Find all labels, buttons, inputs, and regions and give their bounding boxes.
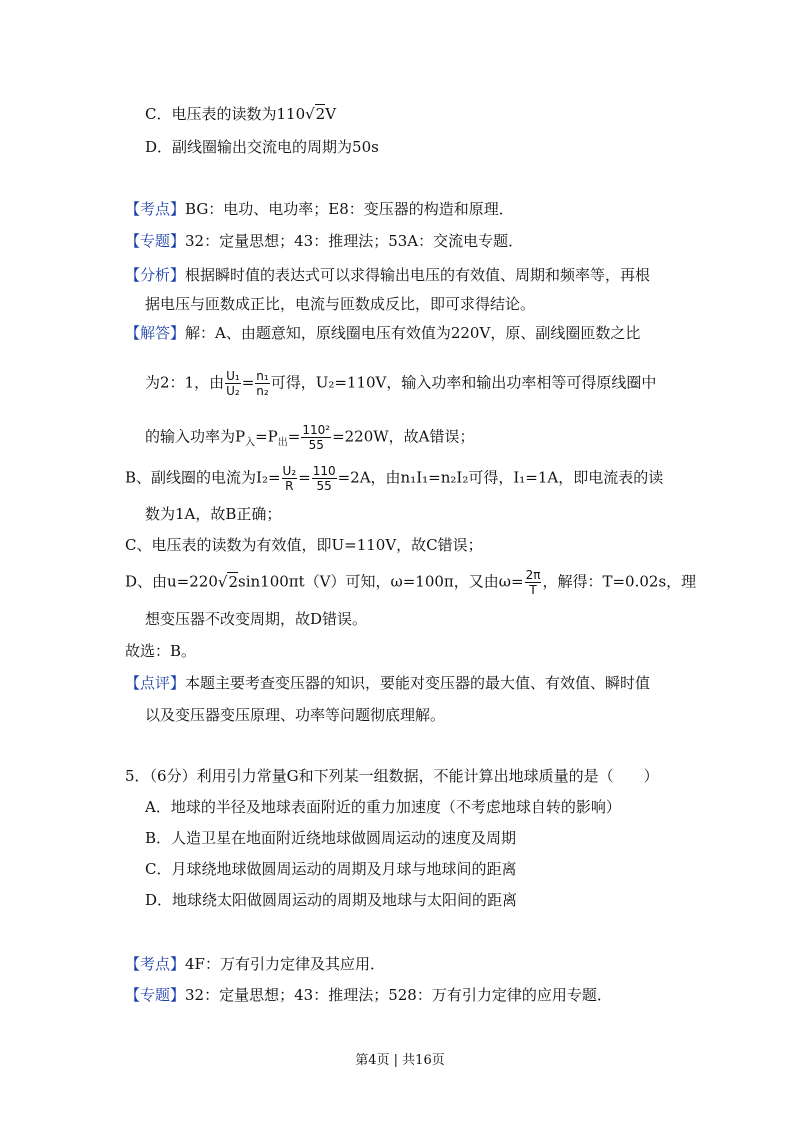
q4-d-line1: D、由u=220√2sin100πt（V）可知，ω=100π，又由ω= $\frac{2\pi}{T}$ ，解得：T=0.02s，理	[125, 568, 697, 597]
zhuanti-tag: 【专题】	[125, 232, 186, 250]
q4-dianping: 【点评】本题主要考查变压器的知识，要能对变压器的最大值、有效值、瞬时值	[125, 674, 651, 692]
q4-zhuanti: 【专题】32：定量思想；43：推理法；53A：交流电专题．	[125, 232, 524, 250]
q4-c-line: C、电压表的读数为有效值，即U=110V，故C错误；	[125, 536, 483, 554]
fraction-u2-r: $\frac{\text{U₂}}{R}$	[282, 464, 297, 493]
q5-stem: 5．（6分）利用引力常量G和下列某一组数据，不能计算出地球质量的是（ ）	[125, 767, 659, 785]
q5-option-b: B．人造卫星在地面附近绕地球做圆周运动的速度及周期	[145, 829, 517, 847]
q4-b-line1: B、副线圈的电流为I₂= $\frac{\text{U₂}}{R}$ = $\frac{110}{55}$ =2A，由n₁I₁=n₂I₂可得，I₁=1A，即电流表的读	[125, 464, 664, 493]
q4-jieda: 【解答】解：A、由题意知，原线圈电压有效值为220V，原、副线圈匝数之比	[125, 324, 641, 342]
q5-option-c: C．月球绕地球做圆周运动的周期及月球与地球间的距离	[145, 860, 517, 878]
sqrt-sign: √2	[217, 572, 238, 591]
fraction-u1-u2: $\frac{\text{U₁}}{\text{U₂}}$	[226, 369, 240, 398]
q4-d-line2: 想变压器不改变周期，故D错误。	[145, 610, 368, 628]
q5-option-a: A．地球的半径及地球表面附近的重力加速度（不考虑地球自转的影响）	[145, 798, 621, 816]
q4-jieda-line3: 的输入功率为$P_入=P_出=$ $\frac{\text{110²}}{55}$ =220W，故A错误；	[145, 423, 475, 452]
kaodian-tag: 【考点】	[125, 200, 186, 218]
q5-option-d: D．地球绕太阳做圆周运动的周期及地球与太阳间的距离	[145, 891, 518, 909]
q5-kaodian: 【考点】4F：万有引力定律及其应用．	[125, 955, 385, 973]
sqrt-sign: √2	[305, 105, 326, 123]
kaodian-tag: 【考点】	[125, 955, 186, 973]
q4-dianping-line2: 以及变压器变压原理、功率等问题彻底理解。	[145, 706, 446, 724]
page-footer: 第4页 | 共16页	[355, 1053, 445, 1068]
zhuanti-tag: 【专题】	[125, 986, 186, 1004]
fraction-110sq-55: $\frac{\text{110²}}{55}$	[302, 423, 331, 452]
q4-fenxi-line2: 据电压与匝数成正比，电流与匝数成反比，即可求得结论。	[145, 295, 536, 313]
fraction-110-55: $\frac{110}{55}$	[312, 464, 336, 493]
q4-option-c: C．电压表的读数为110√2V	[145, 105, 337, 123]
dianping-tag: 【点评】	[125, 674, 186, 692]
q4-option-d: D．副线圈输出交流电的周期为50s	[145, 138, 379, 156]
fraction-n1-n2: $\frac{\text{n₁}}{\text{n₂}}$	[256, 369, 269, 398]
jieda-tag: 【解答】	[125, 324, 186, 342]
q4-fenxi: 【分析】根据瞬时值的表达式可以求得输出电压的有效值、周期和频率等，再根	[125, 266, 651, 284]
q4-answer: 故选：B。	[125, 642, 197, 660]
fenxi-tag: 【分析】	[125, 266, 186, 284]
fraction-2pi-t: $\frac{2\pi}{T}$	[525, 568, 541, 597]
q4-jieda-line2: 为2：1，由 $\frac{\text{U₁}}{\text{U₂}}$ = $\frac{\text{n₁}}{\text{n₂}}$ 可得，U₂=110V，输入功率和输出功率相等可得原线圈中	[145, 369, 657, 398]
q4-b-line2: 数为1A，故B正确；	[145, 505, 282, 523]
q4-kaodian: 【考点】BG：电功、电功率；E8：变压器的构造和原理．	[125, 200, 514, 218]
q5-zhuanti: 【专题】32：定量思想；43：推理法；528：万有引力定律的应用专题．	[125, 986, 612, 1004]
